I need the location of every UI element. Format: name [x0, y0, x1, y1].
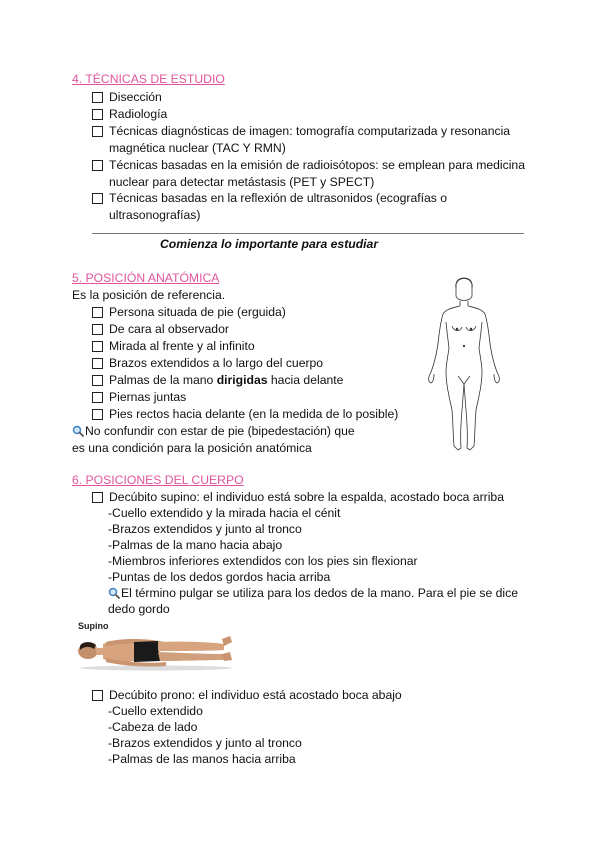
- checkbox-icon[interactable]: [92, 109, 103, 120]
- divider-title: Comienza lo importante para estudiar: [160, 237, 379, 251]
- checkbox-icon[interactable]: [92, 324, 103, 335]
- checkbox-icon[interactable]: [92, 358, 103, 369]
- checkbox-icon[interactable]: [92, 409, 103, 420]
- supine-image-label: Supino: [78, 621, 109, 631]
- magnifier-icon: [108, 587, 120, 599]
- list-item-continuation: nuclear para detectar metástasis (PET y SPECT): [109, 175, 375, 189]
- sub-item: -Palmas de la mano hacia abajo: [108, 538, 283, 552]
- section5-title: 5. POSICIÓN ANATÓMICA: [72, 271, 220, 285]
- checkbox-icon[interactable]: [92, 160, 103, 171]
- checkbox-icon[interactable]: [92, 375, 103, 386]
- checkbox-icon[interactable]: [92, 341, 103, 352]
- sub-item: -Palmas de las manos hacia arriba: [108, 752, 296, 766]
- sub-item: -Brazos extendidos y junto al tronco: [108, 522, 302, 536]
- section6-title: 6. POSICIONES DEL CUERPO: [72, 473, 244, 487]
- list-item-continuation: magnética nuclear (TAC Y RMN): [109, 141, 286, 155]
- checkbox-icon[interactable]: [92, 690, 103, 701]
- sub-item: -Miembros inferiores extendidos con los pies sin flexionar: [108, 554, 418, 568]
- sub-item: -Cuello extendido y la mirada hacia el cénit: [108, 506, 341, 520]
- anatomical-position-figure: [412, 272, 516, 458]
- note: El término pulgar se utiliza para los dedos de la mano. Para el pie se dice: [108, 586, 518, 600]
- divider: [92, 233, 524, 234]
- checkbox-icon[interactable]: [92, 492, 103, 503]
- note: No confundir con estar de pie (bipedestación) que: [72, 424, 355, 438]
- checkbox-icon[interactable]: [92, 193, 103, 204]
- checkbox-icon[interactable]: [92, 392, 103, 403]
- magnifier-icon: [72, 425, 84, 437]
- section4-title: 4. TÉCNICAS DE ESTUDIO: [72, 72, 225, 86]
- checkbox-icon[interactable]: [92, 126, 103, 137]
- list-item-continuation: ultrasonografías): [109, 208, 201, 222]
- checkbox-icon[interactable]: [92, 307, 103, 318]
- sub-item: -Cabeza de lado: [108, 720, 198, 734]
- sub-item: -Puntas de los dedos gordos hacia arriba: [108, 570, 331, 584]
- checkbox-icon[interactable]: [92, 92, 103, 103]
- sub-item: -Cuello extendido: [108, 704, 203, 718]
- note-continuation: es una condición para la posición anatómica: [72, 441, 312, 455]
- section5-intro: Es la posición de referencia.: [72, 288, 226, 302]
- note-continuation: dedo gordo: [108, 602, 170, 616]
- sub-item: -Brazos extendidos y junto al tronco: [108, 736, 302, 750]
- supine-figure: [72, 622, 240, 672]
